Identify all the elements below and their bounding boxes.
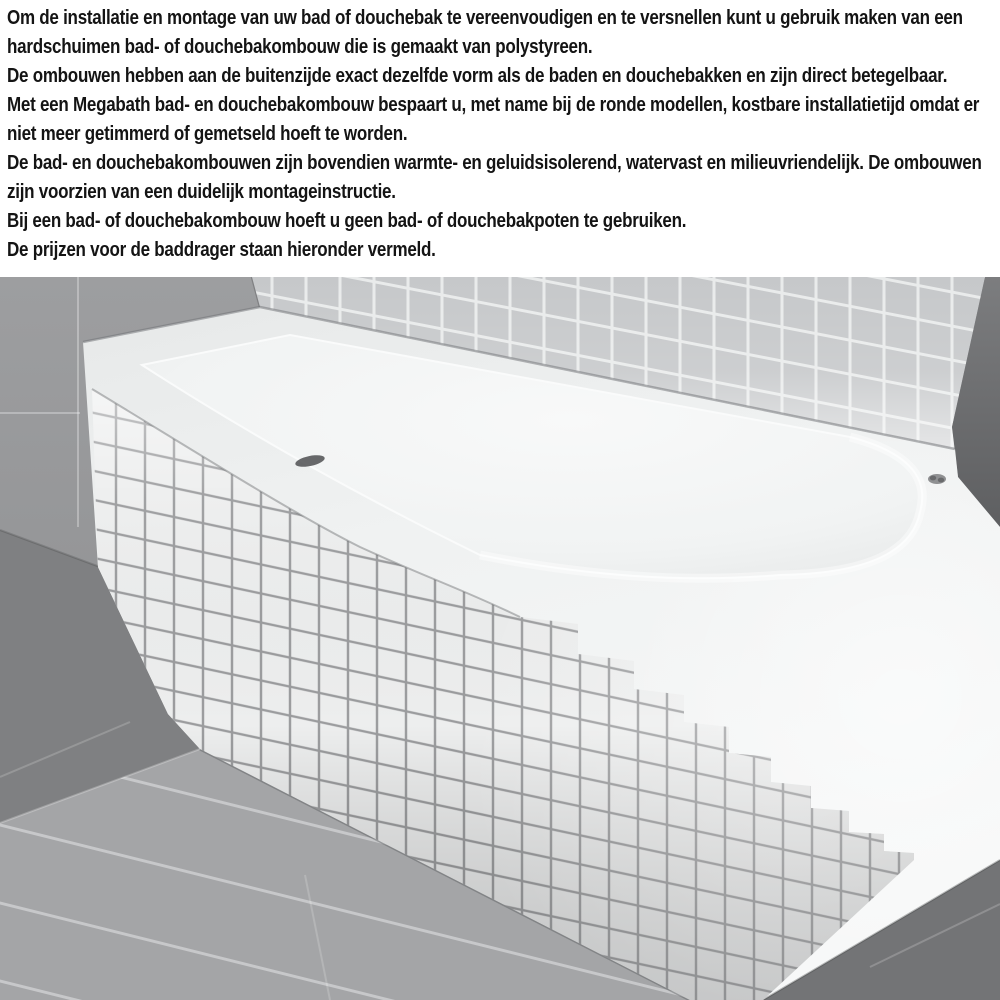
intro-line: zijn voorzien van een duidelijk montageinstructie. (7, 181, 396, 203)
rim-holes (928, 474, 946, 484)
intro-line: niet meer getimmerd of gemetseld hoeft te worden. (7, 123, 408, 145)
product-photo (0, 277, 1000, 1000)
intro-line: De ombouwen hebben aan de buitenzijde exact dezelfde vorm als de baden en douchebakken en zijn direct betegelbaar. (7, 65, 948, 87)
bathroom-scene (0, 277, 1000, 1000)
intro-line: De bad- en douchebakombouwen zijn bovendien warmte- en geluidsisolerend, watervast en milieuvriendelijk. De ombouwen (7, 152, 982, 174)
intro-line: Met een Megabath bad- en douchebakombouw bespaart u, met name bij de ronde modellen, kostbare installatietijd omdat er (7, 94, 980, 116)
intro-line: Om de installatie en montage van uw bad of douchebak te vereenvoudigen en te versnellen kunt u gebruik maken van een (7, 7, 963, 29)
intro-line: hardschuimen bad- of douchebakombouw die is gemaakt van polystyreen. (7, 36, 593, 58)
intro-line: De prijzen voor de baddrager staan hieronder vermeld. (7, 239, 436, 261)
intro-line: Bij een bad- of douchebakombouw hoeft u geen bad- of douchebakpoten te gebruiken. (7, 210, 687, 232)
intro-text (7, 4, 1000, 265)
